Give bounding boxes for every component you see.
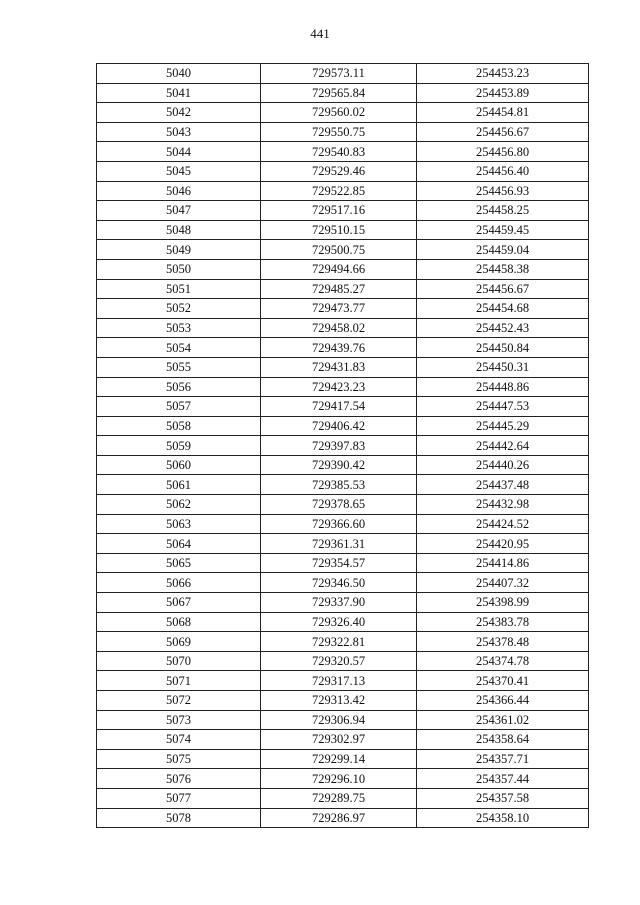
point-number-cell: 5049 xyxy=(97,240,261,260)
table-row xyxy=(97,397,589,417)
y-coordinate-cell: 254458.38 xyxy=(417,259,589,279)
x-coordinate-cell: 729390.42 xyxy=(261,455,417,475)
y-coordinate-cell: 254424.52 xyxy=(417,514,589,534)
x-coordinate-cell: 729306.94 xyxy=(261,710,417,730)
table-row xyxy=(97,632,589,652)
table-row xyxy=(97,514,589,534)
y-coordinate-cell: 254357.71 xyxy=(417,749,589,769)
x-coordinate-cell: 729517.16 xyxy=(261,201,417,221)
table-row xyxy=(97,338,589,358)
table-row xyxy=(97,455,589,475)
point-number-cell: 5042 xyxy=(97,103,261,123)
point-number-cell: 5073 xyxy=(97,710,261,730)
table-row xyxy=(97,495,589,515)
table-row xyxy=(97,240,589,260)
x-coordinate-cell: 729573.11 xyxy=(261,64,417,84)
y-coordinate-cell: 254432.98 xyxy=(417,495,589,515)
table-row xyxy=(97,103,589,123)
x-coordinate-cell: 729302.97 xyxy=(261,730,417,750)
x-coordinate-cell: 729458.02 xyxy=(261,318,417,338)
y-coordinate-cell: 254453.23 xyxy=(417,64,589,84)
point-number-cell: 5071 xyxy=(97,671,261,691)
x-coordinate-cell: 729397.83 xyxy=(261,436,417,456)
point-number-cell: 5064 xyxy=(97,534,261,554)
table-row xyxy=(97,142,589,162)
point-number-cell: 5055 xyxy=(97,357,261,377)
y-coordinate-cell: 254454.68 xyxy=(417,299,589,319)
point-number-cell: 5058 xyxy=(97,416,261,436)
point-number-cell: 5065 xyxy=(97,553,261,573)
x-coordinate-cell: 729378.65 xyxy=(261,495,417,515)
table-row xyxy=(97,83,589,103)
x-coordinate-cell: 729431.83 xyxy=(261,357,417,377)
table-row xyxy=(97,201,589,221)
x-coordinate-cell: 729529.46 xyxy=(261,161,417,181)
x-coordinate-cell: 729550.75 xyxy=(261,122,417,142)
table-row xyxy=(97,122,589,142)
y-coordinate-cell: 254357.44 xyxy=(417,769,589,789)
y-coordinate-cell: 254370.41 xyxy=(417,671,589,691)
y-coordinate-cell: 254407.32 xyxy=(417,573,589,593)
y-coordinate-cell: 254456.67 xyxy=(417,279,589,299)
table-row xyxy=(97,279,589,299)
table-row xyxy=(97,416,589,436)
point-number-cell: 5041 xyxy=(97,83,261,103)
table-row xyxy=(97,612,589,632)
y-coordinate-cell: 254456.93 xyxy=(417,181,589,201)
x-coordinate-cell: 729385.53 xyxy=(261,475,417,495)
table-row xyxy=(97,808,589,828)
y-coordinate-cell: 254358.10 xyxy=(417,808,589,828)
x-coordinate-cell: 729313.42 xyxy=(261,691,417,711)
y-coordinate-cell: 254358.64 xyxy=(417,730,589,750)
table-row xyxy=(97,377,589,397)
table-row xyxy=(97,534,589,554)
y-coordinate-cell: 254374.78 xyxy=(417,651,589,671)
x-coordinate-cell: 729346.50 xyxy=(261,573,417,593)
y-coordinate-cell: 254448.86 xyxy=(417,377,589,397)
point-number-cell: 5068 xyxy=(97,612,261,632)
point-number-cell: 5043 xyxy=(97,122,261,142)
table-row xyxy=(97,357,589,377)
y-coordinate-cell: 254414.86 xyxy=(417,553,589,573)
table-row xyxy=(97,691,589,711)
y-coordinate-cell: 254437.48 xyxy=(417,475,589,495)
x-coordinate-cell: 729510.15 xyxy=(261,220,417,240)
x-coordinate-cell: 729299.14 xyxy=(261,749,417,769)
table-row xyxy=(97,220,589,240)
table-row xyxy=(97,181,589,201)
point-number-cell: 5078 xyxy=(97,808,261,828)
point-number-cell: 5070 xyxy=(97,651,261,671)
y-coordinate-cell: 254456.40 xyxy=(417,161,589,181)
y-coordinate-cell: 254378.48 xyxy=(417,632,589,652)
point-number-cell: 5044 xyxy=(97,142,261,162)
y-coordinate-cell: 254452.43 xyxy=(417,318,589,338)
table-row xyxy=(97,710,589,730)
x-coordinate-cell: 729337.90 xyxy=(261,593,417,613)
x-coordinate-cell: 729406.42 xyxy=(261,416,417,436)
point-number-cell: 5072 xyxy=(97,691,261,711)
y-coordinate-cell: 254459.45 xyxy=(417,220,589,240)
point-number-cell: 5076 xyxy=(97,769,261,789)
x-coordinate-cell: 729500.75 xyxy=(261,240,417,260)
point-number-cell: 5067 xyxy=(97,593,261,613)
x-coordinate-cell: 729560.02 xyxy=(261,103,417,123)
table-row xyxy=(97,64,589,84)
x-coordinate-cell: 729361.31 xyxy=(261,534,417,554)
y-coordinate-cell: 254440.26 xyxy=(417,455,589,475)
y-coordinate-cell: 254447.53 xyxy=(417,397,589,417)
point-number-cell: 5045 xyxy=(97,161,261,181)
y-coordinate-cell: 254357.58 xyxy=(417,788,589,808)
table-row xyxy=(97,651,589,671)
table-row xyxy=(97,749,589,769)
x-coordinate-cell: 729366.60 xyxy=(261,514,417,534)
table-row xyxy=(97,573,589,593)
x-coordinate-cell: 729320.57 xyxy=(261,651,417,671)
table-row xyxy=(97,259,589,279)
y-coordinate-cell: 254450.84 xyxy=(417,338,589,358)
x-coordinate-cell: 729417.54 xyxy=(261,397,417,417)
table-row xyxy=(97,161,589,181)
x-coordinate-cell: 729423.23 xyxy=(261,377,417,397)
point-number-cell: 5056 xyxy=(97,377,261,397)
point-number-cell: 5046 xyxy=(97,181,261,201)
x-coordinate-cell: 729296.10 xyxy=(261,769,417,789)
point-number-cell: 5052 xyxy=(97,299,261,319)
y-coordinate-cell: 254459.04 xyxy=(417,240,589,260)
table-row xyxy=(97,671,589,691)
x-coordinate-cell: 729540.83 xyxy=(261,142,417,162)
page-number: 441 xyxy=(310,26,330,41)
point-number-cell: 5075 xyxy=(97,749,261,769)
y-coordinate-cell: 254442.64 xyxy=(417,436,589,456)
y-coordinate-cell: 254456.80 xyxy=(417,142,589,162)
point-number-cell: 5060 xyxy=(97,455,261,475)
point-number-cell: 5048 xyxy=(97,220,261,240)
y-coordinate-cell: 254398.99 xyxy=(417,593,589,613)
y-coordinate-cell: 254450.31 xyxy=(417,357,589,377)
y-coordinate-cell: 254445.29 xyxy=(417,416,589,436)
y-coordinate-cell: 254456.67 xyxy=(417,122,589,142)
y-coordinate-cell: 254454.81 xyxy=(417,103,589,123)
table-row xyxy=(97,788,589,808)
point-number-cell: 5051 xyxy=(97,279,261,299)
x-coordinate-cell: 729439.76 xyxy=(261,338,417,358)
table-row xyxy=(97,769,589,789)
point-number-cell: 5050 xyxy=(97,259,261,279)
coordinates-table-body xyxy=(97,64,589,828)
point-number-cell: 5054 xyxy=(97,338,261,358)
x-coordinate-cell: 729494.66 xyxy=(261,259,417,279)
table-row xyxy=(97,475,589,495)
x-coordinate-cell: 729354.57 xyxy=(261,553,417,573)
x-coordinate-cell: 729522.85 xyxy=(261,181,417,201)
y-coordinate-cell: 254458.25 xyxy=(417,201,589,221)
point-number-cell: 5059 xyxy=(97,436,261,456)
y-coordinate-cell: 254383.78 xyxy=(417,612,589,632)
point-number-cell: 5069 xyxy=(97,632,261,652)
table-row xyxy=(97,318,589,338)
table-row xyxy=(97,553,589,573)
point-number-cell: 5061 xyxy=(97,475,261,495)
coordinates-table xyxy=(96,63,589,828)
y-coordinate-cell: 254420.95 xyxy=(417,534,589,554)
y-coordinate-cell: 254361.02 xyxy=(417,710,589,730)
point-number-cell: 5053 xyxy=(97,318,261,338)
table-row xyxy=(97,593,589,613)
x-coordinate-cell: 729485.27 xyxy=(261,279,417,299)
y-coordinate-cell: 254453.89 xyxy=(417,83,589,103)
table-row xyxy=(97,299,589,319)
x-coordinate-cell: 729322.81 xyxy=(261,632,417,652)
point-number-cell: 5040 xyxy=(97,64,261,84)
point-number-cell: 5074 xyxy=(97,730,261,750)
x-coordinate-cell: 729473.77 xyxy=(261,299,417,319)
x-coordinate-cell: 729326.40 xyxy=(261,612,417,632)
x-coordinate-cell: 729565.84 xyxy=(261,83,417,103)
point-number-cell: 5066 xyxy=(97,573,261,593)
point-number-cell: 5047 xyxy=(97,201,261,221)
table-row xyxy=(97,436,589,456)
y-coordinate-cell: 254366.44 xyxy=(417,691,589,711)
x-coordinate-cell: 729286.97 xyxy=(261,808,417,828)
point-number-cell: 5077 xyxy=(97,788,261,808)
point-number-cell: 5063 xyxy=(97,514,261,534)
point-number-cell: 5057 xyxy=(97,397,261,417)
x-coordinate-cell: 729289.75 xyxy=(261,788,417,808)
x-coordinate-cell: 729317.13 xyxy=(261,671,417,691)
table-row xyxy=(97,730,589,750)
point-number-cell: 5062 xyxy=(97,495,261,515)
